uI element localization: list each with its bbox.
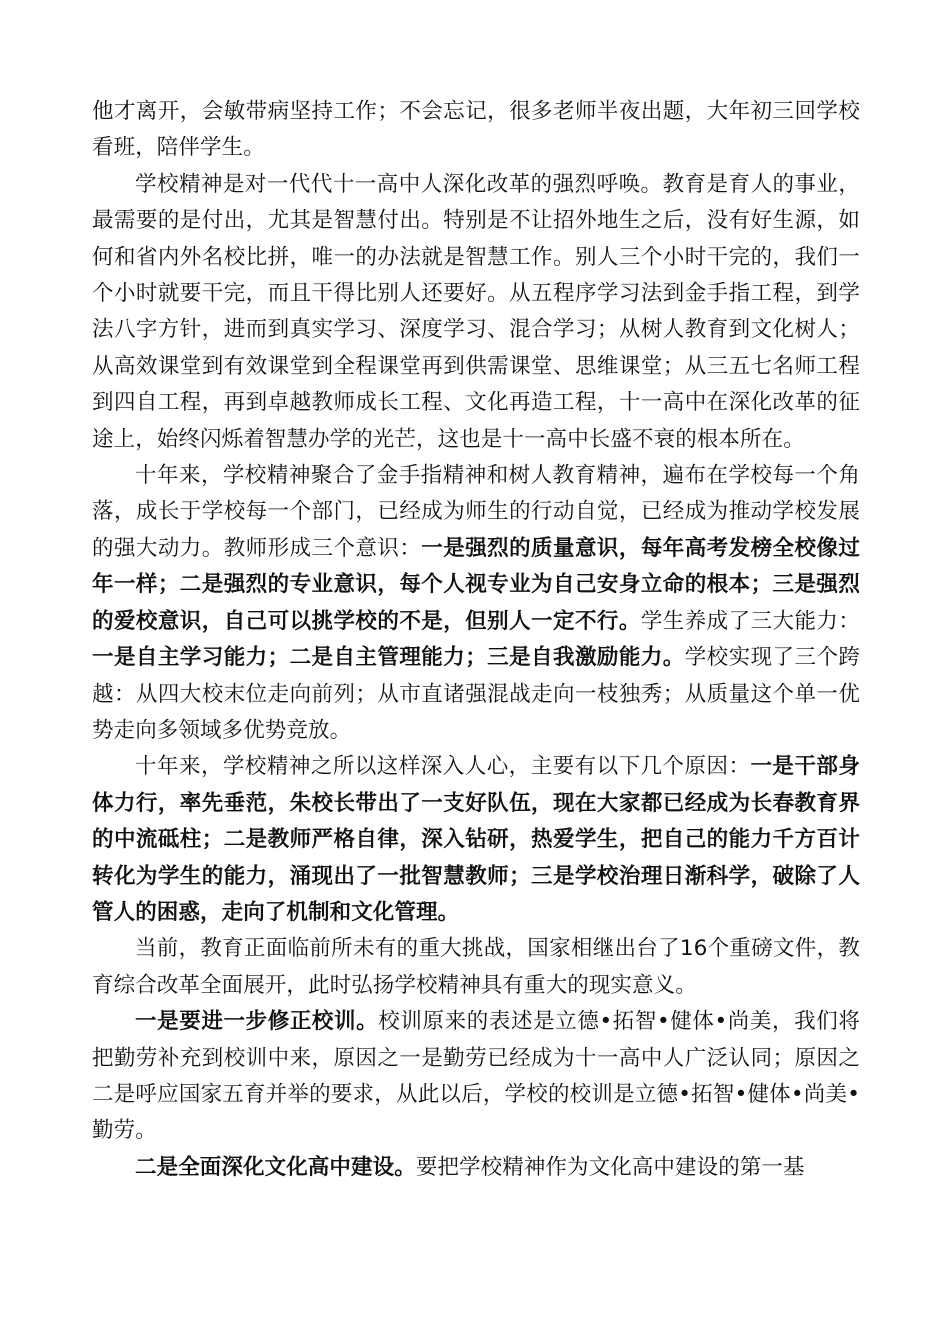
- text-run: 学校实现了三个跨越：从四大校末位走向前列；从市直诸强混战走向一枝独秀；从质量这个单一优势走向多领域多优势竞放。: [92, 645, 861, 743]
- bold-text-run: 一是要进一步修正校训。: [135, 1009, 379, 1035]
- paragraph-2: [92, 167, 860, 458]
- paragraph-6: [92, 1004, 860, 1150]
- text-run: 他才离开，会敏带病坚持工作；不会忘记，很多老师半夜出题，大年初三回学校看班，陪伴学生。: [92, 99, 860, 161]
- bold-text-run: 二是全面深化文化高中建设。: [135, 1154, 416, 1180]
- text-run: 校训原来的表述是立德•拓智•健体•尚美，我们将把勤劳补充到校训中来，原因之一是勤劳已经成为十一高中人广泛认同；原因之二是呼应国家五育并举的要求，从此以后，学校的校训是立德•拓智•健体•尚美•勤劳。: [92, 1009, 860, 1144]
- text-run: 学校精神是对一代代十一高中人深化改革的强烈呼唤。教育是育人的事业，最需要的是付出，尤其是智慧付出。特别是不让招外地生之后，没有好生源，如何和省内外名校比拼，唯一的办法就是智慧工作。别人三个小时干完的，我们一个小时就要干完，而且干得比别人还要好。从五程序学习法到金手指工程，到学法八字方针，进而到真实学习、深度学习、混合学习；从树人教育到文化树人；从高效课堂到有效课堂到全程课堂再到供需课堂、思维课堂；从三五七名师工程到四自工程，再到卓越教师成长工程、文化再造工程，十一高中在深化改革的征途上，始终闪烁着智慧办学的光芒，这也是十一高中长盛不衰的根本所在。: [92, 171, 860, 452]
- paragraph-1: [92, 94, 860, 167]
- text-run: 要把学校精神作为文化高中建设的第一基: [415, 1154, 805, 1180]
- bold-text-run: 一是强烈的质量意识，每年高考发榜全校像过年一样；二是强烈的专业意识，每个人视专业为自己安身立命的根本；三是强烈的爱校意识，自己可以挑学校的不是，但别人一定不行。: [92, 535, 860, 634]
- text-run: 学生养成了三大能力：: [640, 608, 860, 634]
- text-run: 十年来，学校精神之所以这样深入人心，主要有以下几个原因：: [135, 754, 751, 780]
- paragraph-3: [92, 458, 860, 749]
- text-run: 当前，教育正面临前所未有的重大挑战，国家相继出台了16个重磅文件，教育综合改革全面展开，此时弘扬学校精神具有重大的现实意义。: [92, 936, 860, 998]
- document-body: [92, 94, 860, 1186]
- paragraph-7: [92, 1150, 860, 1186]
- bold-text-run: 一是自主学习能力；二是自主管理能力；三是自我激励能力。: [92, 645, 685, 671]
- paragraph-4: [92, 749, 860, 931]
- text-run: 十年来，学校精神聚合了金手指精神和树人教育精神，遍布在学校每一个角落，成长于学校每一个部门，已经成为师生的行动自觉，已经成为推动学校发展的强大动力。教师形成三个意识：: [92, 463, 860, 561]
- paragraph-5: [92, 931, 860, 1004]
- bold-text-run: 一是干部身体力行，率先垂范，朱校长带出了一支好队伍，现在大家都已经成为长春教育界的中流砥柱；二是教师严格自律，深入钻研，热爱学生，把自己的能力千方百计转化为学生的能力，涌现出了一批智慧教师；三是学校治理日渐科学，破除了人管人的困惑，走向了机制和文化管理。: [92, 754, 860, 925]
